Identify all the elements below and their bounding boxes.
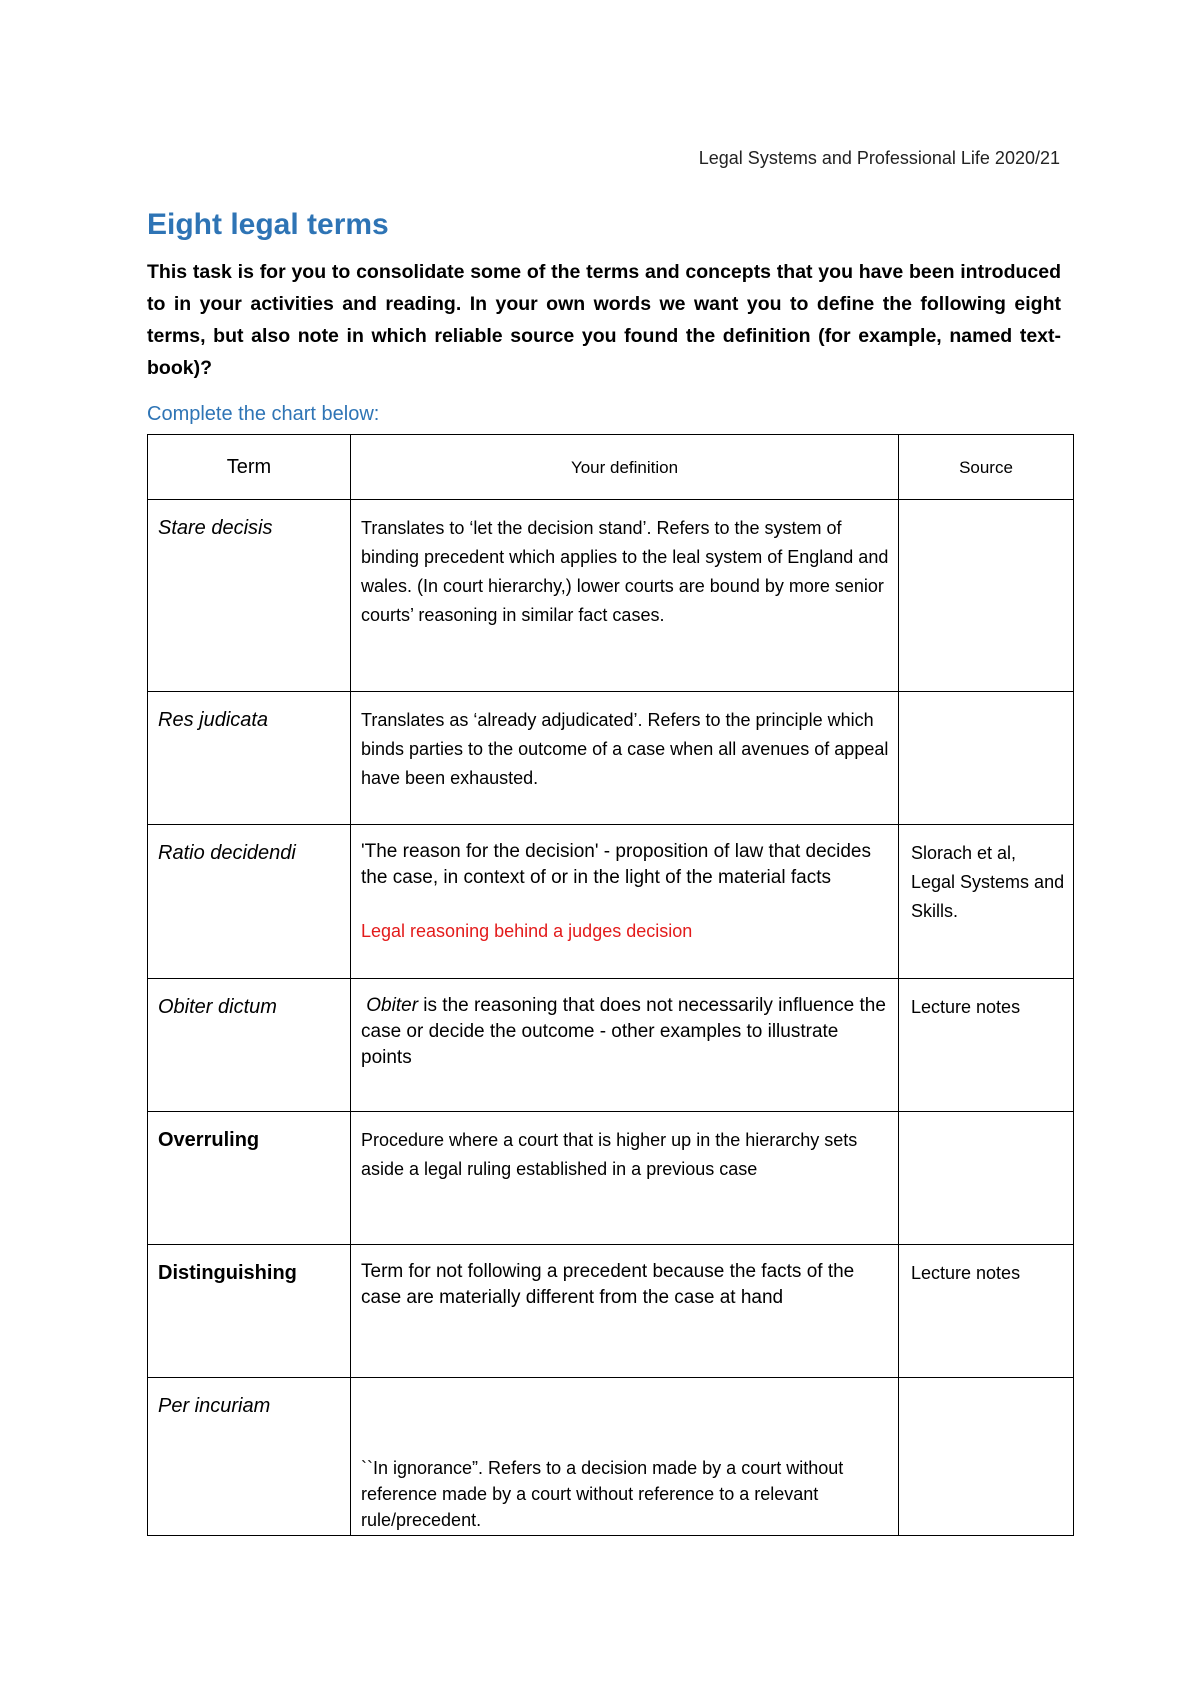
table-row: [148, 1112, 1074, 1245]
definition-text: 'The reason for the decision' - proposition of law that decides the case, in context of or in the light of the material facts: [361, 841, 871, 888]
header-definition: Your definition: [351, 435, 899, 500]
definition-cell[interactable]: Term for not following a precedent because the facts of the case are materially different from the case at hand: [351, 1245, 899, 1378]
table-row: [148, 825, 1074, 979]
source-cell[interactable]: [899, 1112, 1074, 1245]
definition-cell[interactable]: [351, 825, 899, 979]
source-cell[interactable]: [899, 500, 1074, 692]
term-cell: Per incuriam: [148, 1378, 351, 1536]
course-header: Legal Systems and Professional Life 2020/21: [698, 148, 1060, 168]
definition-text: is the reasoning that does not necessarily influence the case or decide the outcome - other examples to illustrate points: [361, 995, 886, 1068]
definition-cell[interactable]: Procedure where a court that is higher up in the hierarchy sets aside a legal ruling established in a previous case: [351, 1112, 899, 1245]
definition-emphasis: Obiter: [366, 995, 419, 1016]
table-row: [148, 979, 1074, 1112]
task-instructions: This task is for you to consolidate some of the terms and concepts that you have been introduced to in your activities and reading. In your own words we want you to define the following eight terms, but also note in which reliable source you found the definition (for example, named text-book)?: [147, 261, 1061, 379]
definition-cell[interactable]: Translates to ‘let the decision stand’. Refers to the system of binding precedent which applies to the leal system of England and wales. (In court hierarchy,) lower courts are bound by more senior courts’ reasoning in similar fact cases.: [351, 500, 899, 692]
source-cell[interactable]: Lecture notes: [899, 979, 1074, 1112]
page-title: Eight legal terms: [147, 208, 389, 241]
source-cell[interactable]: [899, 692, 1074, 825]
definition-note: Legal reasoning behind a judges decision: [361, 921, 693, 941]
term-cell: Res judicata: [148, 692, 351, 825]
header-source: Source: [899, 435, 1074, 500]
table-row: [148, 692, 1074, 825]
definition-cell[interactable]: [351, 979, 899, 1112]
term-cell: Stare decisis: [148, 500, 351, 692]
definition-cell[interactable]: ``In ignorance”. Refers to a decision made by a court without reference made by a court without reference to a relevant rule/precedent.: [351, 1378, 899, 1536]
source-cell[interactable]: Slorach et al, Legal Systems and Skills.: [899, 825, 1074, 979]
legal-terms-table: [147, 434, 1074, 1536]
table-row: [148, 1378, 1074, 1536]
source-cell[interactable]: [899, 1378, 1074, 1536]
term-cell: Overruling: [148, 1112, 351, 1245]
table-header-row: [148, 435, 1074, 500]
definition-cell[interactable]: Translates as ‘already adjudicated’. Refers to the principle which binds parties to the outcome of a case when all avenues of appeal have been exhausted.: [351, 692, 899, 825]
source-cell[interactable]: Lecture notes: [899, 1245, 1074, 1378]
table-row: [148, 1245, 1074, 1378]
chart-instruction: Complete the chart below:: [147, 403, 380, 425]
term-cell: Distinguishing: [148, 1245, 351, 1378]
header-term: Term: [148, 435, 351, 500]
term-cell: Obiter dictum: [148, 979, 351, 1112]
table-row: [148, 500, 1074, 692]
term-cell: Ratio decidendi: [148, 825, 351, 979]
